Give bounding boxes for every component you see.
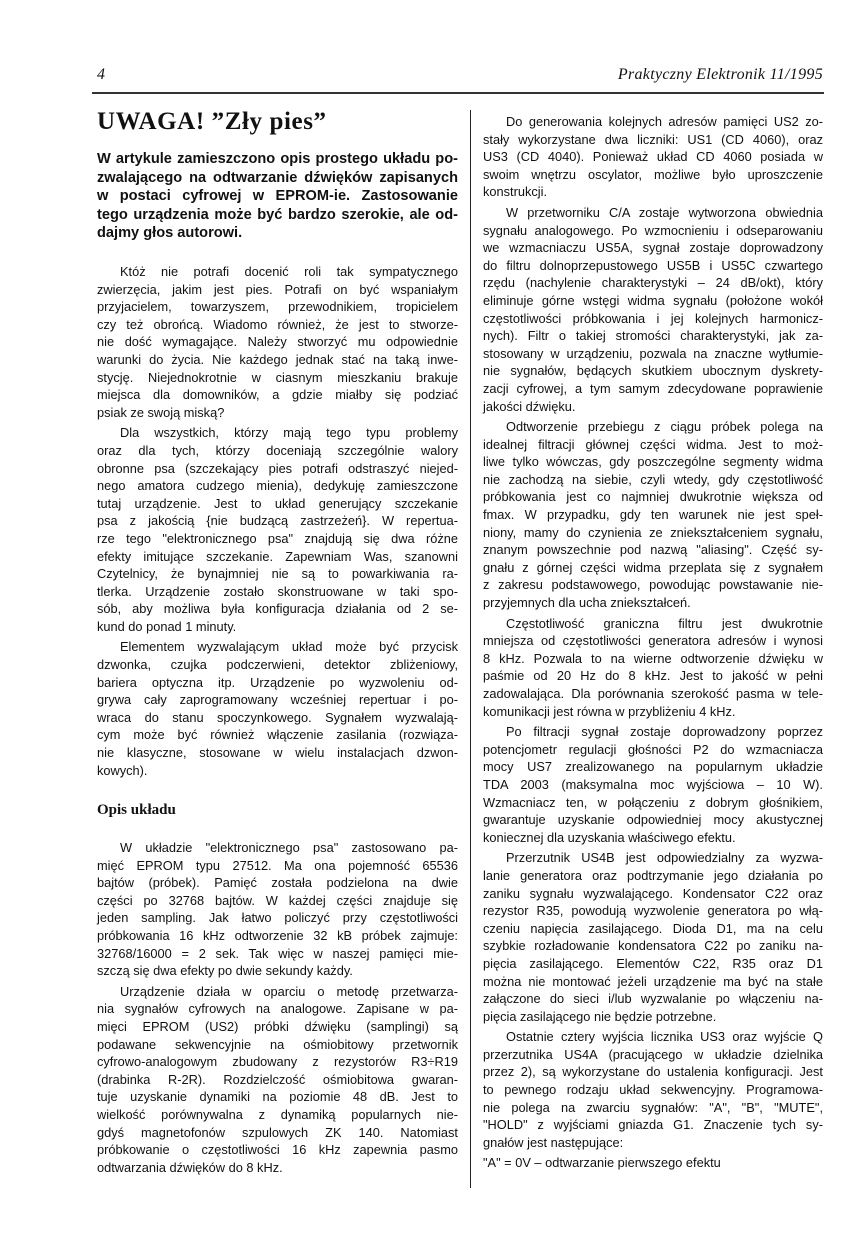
text-line: Elementem wyzwalającym układ może być przycisk <box>120 639 458 655</box>
text-line: Czytelnicy, że bynajmniej nie są to powarkiwania ra- <box>97 566 458 582</box>
text-line: bariera optyczna itp. Urządzenie po wyzwoleniu od- <box>97 674 458 690</box>
text-line: Któż nie potrafi docenić roli tak sympatycznego <box>120 264 458 279</box>
text-line: dajmy głos autorowi. <box>97 225 243 242</box>
text-line: potencjometr regulacji głośności P2 do wzmacniacza <box>483 741 823 757</box>
text-line: obronne psa (szczekający pies potrafi odstraszyć niejed- <box>97 460 458 476</box>
text-line: we wzmacniaczu US5A, sygnał zostaje doprowadzony <box>483 240 823 256</box>
text-line: stycję. Niejednokrotnie w ciasnym mieszkaniu brakuje <box>97 369 458 385</box>
text-line: Dla wszystkich, którzy mają tego typu problemy <box>120 425 458 441</box>
paragraph <box>483 1028 823 1151</box>
text-line: zacji cyfrowej, a tym samym zdecydowane poprawienie <box>483 380 823 396</box>
text-line: miejsca dla domowników, a gdzie miałby się podziać <box>97 387 458 403</box>
text-line: próbkowania 16 kHz odtworzenie 32 kB próbek zajmuje: <box>97 927 458 943</box>
text-line: "A" = 0V – odtwarzanie pierwszego efektu <box>483 1155 721 1171</box>
text-line: gnałów jest następujące: <box>483 1134 624 1150</box>
text-line: zadowalająca. Dla porównania szerokość pasma w tele- <box>483 686 823 701</box>
text-line: Po filtracji sygnał zostaje doprowadzony poprzez <box>506 724 823 740</box>
text-line: nych). Filtr o takiej stromości charakterystyki, jak za- <box>483 328 823 344</box>
text-line: gdyś magnetofonów szpulowych ZK 140. Natomiast <box>97 1124 458 1140</box>
text-line: oraz dla tych, którzy doceniają szczególnie walory <box>97 442 458 458</box>
section-heading: Opis układu <box>97 802 176 818</box>
text-line: podawane sekwencyjnie na ośmiobitowy przetwornik <box>97 1036 458 1052</box>
text-line: wraca do stanu spoczynkowego. Sygnałem wyzwalają- <box>97 709 458 725</box>
text-line: przyjemnych dla ucha zniekształceń. <box>483 595 691 611</box>
text-line: eliminuje górne wstęgi widma sygnału (położone wokół <box>483 292 823 308</box>
right-column <box>483 113 823 1175</box>
text-line: nego amatora cudzego mienia), dedykuję zamieszczone <box>97 478 458 494</box>
text-line: nie dość wymagające. Należy stworzyć mu odpowiednie <box>97 334 458 350</box>
text-line: W artykule zamieszczono opis prostego układu po- <box>97 151 458 167</box>
text-line: kund do ponad 1 minuty. <box>97 618 237 634</box>
text-line: (drabinka R-2R). Rozdzielczość ośmiobitowa gwaran- <box>97 1071 458 1087</box>
text-line: przez 2), są wykorzystane do ustalenia konfiguracji. Jest <box>483 1064 823 1080</box>
text-line: psa z jakością {nie budzącą zastrzeżeń}. W repertua- <box>97 513 458 529</box>
text-line: gwarantuje uzyskanie odpowiedniej mocy akustycznej <box>483 812 823 828</box>
text-line: przerzutnika US4A (pracującego w układzie dzielnika <box>483 1046 823 1062</box>
text-line: z zakresu podstawowego, powodując powstawanie nie- <box>483 577 823 593</box>
article-lead <box>97 150 458 243</box>
text-line: stosowany w urządzeniu, pozwala na znaczne wytłumie- <box>483 345 823 361</box>
text-line: efekty imitujące szczekanie. Zapewniam Was, szanowni <box>97 548 458 564</box>
text-line: rze tego "elektronicznego psa" znajdują się dwa różne <box>97 530 458 546</box>
text-line: częstotliwości próbkowania i jej kolejnych harmonicz- <box>483 310 823 326</box>
text-line: tlerka. Urządzenie zostało skonstruowane w taki spo- <box>97 583 458 599</box>
text-line: gnału z górnej części widma przeplata się z sygnałem <box>483 559 823 575</box>
running-header: Praktyczny Elektronik 11/1995 <box>617 66 823 83</box>
paragraph <box>483 615 823 721</box>
text-line: czeniu napięcia zasilającego. Dioda D1, ma na celu <box>483 920 823 936</box>
text-line: 8 kHz. Pozwala to na wierne odtworzenie dźwięku w <box>483 650 823 666</box>
text-line: można nie montować jeżeli urządzenie ma być na stałe <box>483 973 823 989</box>
text-line: zaniku sygnału wyzwalającego. Kondensator C22 oraz <box>483 885 823 901</box>
text-line: psiak ze swoją miską? <box>97 404 225 420</box>
text-line: odtwarzania dźwięków do 8 kHz. <box>97 1159 283 1175</box>
text-line: koniecznej dla uzyskania właściwego efektu. <box>483 829 736 845</box>
text-line: mniejsza od częstotliwości generatora adresów i wynosi <box>483 633 823 649</box>
text-line: tutaj urządzenie. Jest to układ generujący szczekanie <box>97 495 458 511</box>
text-line: mocy US7 zrealizowanego na popularnym układzie <box>483 759 823 775</box>
text-line: grywa cały zaprogramowany wcześniej repertuar i po- <box>97 692 458 708</box>
article-title: UWAGA! ”Zły pies” <box>97 108 327 135</box>
paragraph <box>97 983 458 1177</box>
text-line: Urządzenie działa w oparciu o metodę przetwarza- <box>120 983 458 999</box>
text-line: szybkie rozładowanie kondensatora C22 po zaniku na- <box>483 938 823 954</box>
text-line: nie polega na zwarciu sygnałów: "A", "B", "MUTE", <box>483 1099 823 1115</box>
text-line: załączone do sieci i/lub wyzwalanie po włączeniu na- <box>483 991 823 1007</box>
text-line: TDA 2003 (maksymalna moc wyjściowa – 10 W). <box>483 776 823 792</box>
column-divider <box>470 110 471 1188</box>
text-line: cyfrowo-analogowym zbudowany z rezystorów R3÷R19 <box>97 1054 458 1070</box>
text-line: idealnej filtracji głównej części widma. Jest to moż- <box>483 436 823 452</box>
text-line: tego urządzenia może być bardzo szerokie, ale od- <box>97 206 458 223</box>
text-line: bajtów (próbek). Pamięć została podzielona na dwie <box>97 875 458 891</box>
text-line: Odtworzenie przebiegu z ciągu próbek polega na <box>506 419 823 435</box>
text-line: 32768/16000 = 2 sek. Tak więc w naszej pamięci mie- <box>97 945 458 961</box>
text-line: szczą się dwa efekty po dwie sekundy każdy. <box>97 963 353 979</box>
paragraph <box>97 263 458 421</box>
header-rule <box>92 92 824 94</box>
text-line: paśmie od 20 Hz do 8 kHz. Jest to jakość w pełni <box>483 668 823 684</box>
text-line: dzwonka, czujka podczerwieni, detektor zbliżeniowy, <box>97 657 458 673</box>
text-line: swoim wnętrzu oscylator, możliwe było uproszczenie <box>483 166 823 182</box>
paragraph <box>483 723 823 846</box>
text-line: konstrukcji. <box>483 184 548 200</box>
paragraph <box>483 1154 823 1172</box>
text-line: Przerzutnik US4B jest odpowiedzialny za wyzwa- <box>506 850 823 866</box>
text-line: stały wykorzystane dwa liczniki: US1 (CD 4060), oraz <box>483 131 823 147</box>
text-line: US3 (CD 4040). Ponieważ układ CD 4060 posiada w <box>483 149 823 165</box>
text-line: do filtru dolnoprzepustowego US5B i US5C czwartego <box>483 257 823 273</box>
text-line: liwe tylko wówczas, gdy poszczególne segmenty widma <box>483 454 823 470</box>
text-line: Wzmacniacz ten, w połączeniu z dobrym głośnikiem, <box>483 794 823 810</box>
text-line: jeden sampling. Jak łatwo policzyć przy częstotliwości <box>97 910 458 926</box>
text-line: komunikacji jest równa w przybliżeniu 4 kHz. <box>483 703 736 719</box>
text-line: w postaci cyfrowej w EPROM-ie. Zastosowanie <box>97 188 458 205</box>
text-line: próbkowania jest co najmniej dwukrotnie większa od <box>483 489 823 505</box>
text-line: nia sygnałów cyfrowych na analogowe. Zapisane w pa- <box>97 1001 458 1017</box>
text-line: niony, mamy do czynienia ze zniekształceniem sygnału, <box>483 524 823 540</box>
text-line: mięć EPROM typu 27512. Ma ona pojemność 65536 <box>97 857 458 873</box>
left-column-description <box>97 839 458 1179</box>
text-line: nie klasyczne, stosowane w wielu instalacjach dzwon- <box>97 745 458 761</box>
text-line: sób, aby możliwa była konfiguracja działania od 2 se- <box>97 601 458 617</box>
text-line: tuje uzyskanie dynamiki na poziomie 48 dB. Jest to <box>97 1089 458 1105</box>
text-line: "HOLD" z wyjściami gniazda G1. Znaczenie tych sy- <box>483 1117 823 1133</box>
text-line: jakości dźwięku. <box>483 398 576 414</box>
text-line: fmax. W przypadku, gdy ten warunek nie jest speł- <box>483 507 823 523</box>
text-line: Częstotliwość graniczna filtru jest dwukrotnie <box>506 615 823 631</box>
text-line: nie sygnałów, będących skutkiem ubocznym dyskrety- <box>483 363 823 379</box>
text-line: zwierzęcia, jakim jest pies. Potrafi on być wspaniałym <box>97 281 458 297</box>
text-line: Ostatnie cztery wyjścia licznika US3 oraz wyjście Q <box>506 1029 823 1045</box>
left-column-intro <box>97 263 458 782</box>
text-line: znanym powszechnie pod nazwą "aliasing". Część sy- <box>483 542 823 558</box>
text-line: warunki do życia. Nie każdego jednak stać na taką inwe- <box>97 351 458 367</box>
text-line: W układzie "elektronicznego psa" zastosowano pa- <box>120 840 458 855</box>
text-line: czy też obrońcą. Wiadomo również, że jest to stworze- <box>97 316 458 332</box>
paragraph <box>483 113 823 201</box>
paragraph <box>483 204 823 415</box>
text-line: nie zachodzą na siebie, czyli wtedy, gdy częstotliwość <box>483 471 823 487</box>
text-line: sygnału analogowego. Po wzmocnieniu i odseparowaniu <box>483 222 823 238</box>
paragraph <box>97 424 458 635</box>
text-line: wielkość porównywalna z dynamiką popularnych nie- <box>97 1106 458 1122</box>
paragraph <box>483 849 823 1025</box>
text-line: części po 32768 bajtów. W każdej części znajduje się <box>97 892 458 908</box>
text-line: przyjacielem, towarzyszem, przewodnikiem, tropicielem <box>97 299 458 315</box>
paragraph <box>97 839 458 980</box>
paragraph <box>97 638 458 779</box>
text-line: W przetworniku C/A zostaje wytworzona obwiednia <box>506 204 823 220</box>
page-number: 4 <box>97 66 105 83</box>
text-line: cym może być również włączenie zasilania (rozwiąza- <box>97 727 458 743</box>
text-line: zwalającego na odtwarzanie dźwięków zapisanych <box>97 169 458 186</box>
text-line: mięci EPROM (US2) próbki dźwięku (samplingi) są <box>97 1018 458 1034</box>
text-line: kowych). <box>97 762 148 778</box>
text-line: rezystor R35, powodują wyzwolenie generatora po włą- <box>483 903 823 919</box>
text-line: Do generowania kolejnych adresów pamięci US2 zo- <box>506 114 823 129</box>
text-line: to pewnego rodzaju układ sekwencyjny. Programowa- <box>483 1082 823 1098</box>
paragraph <box>483 418 823 612</box>
text-line: pięcia zasilającego nie będzie potrzebne. <box>483 1008 717 1024</box>
text-line: pięcia zasilającego. Elementów C22, R35 oraz D1 <box>483 955 823 971</box>
text-line: próbkowanie o częstotliwości 16 kHz zapewnia pasmo <box>97 1142 458 1158</box>
text-line: rzędu (nachylenie charakterystyki – 24 dB/okt), który <box>483 275 823 291</box>
text-line: lanie generatora oraz podtrzymanie jego działania po <box>483 867 823 883</box>
